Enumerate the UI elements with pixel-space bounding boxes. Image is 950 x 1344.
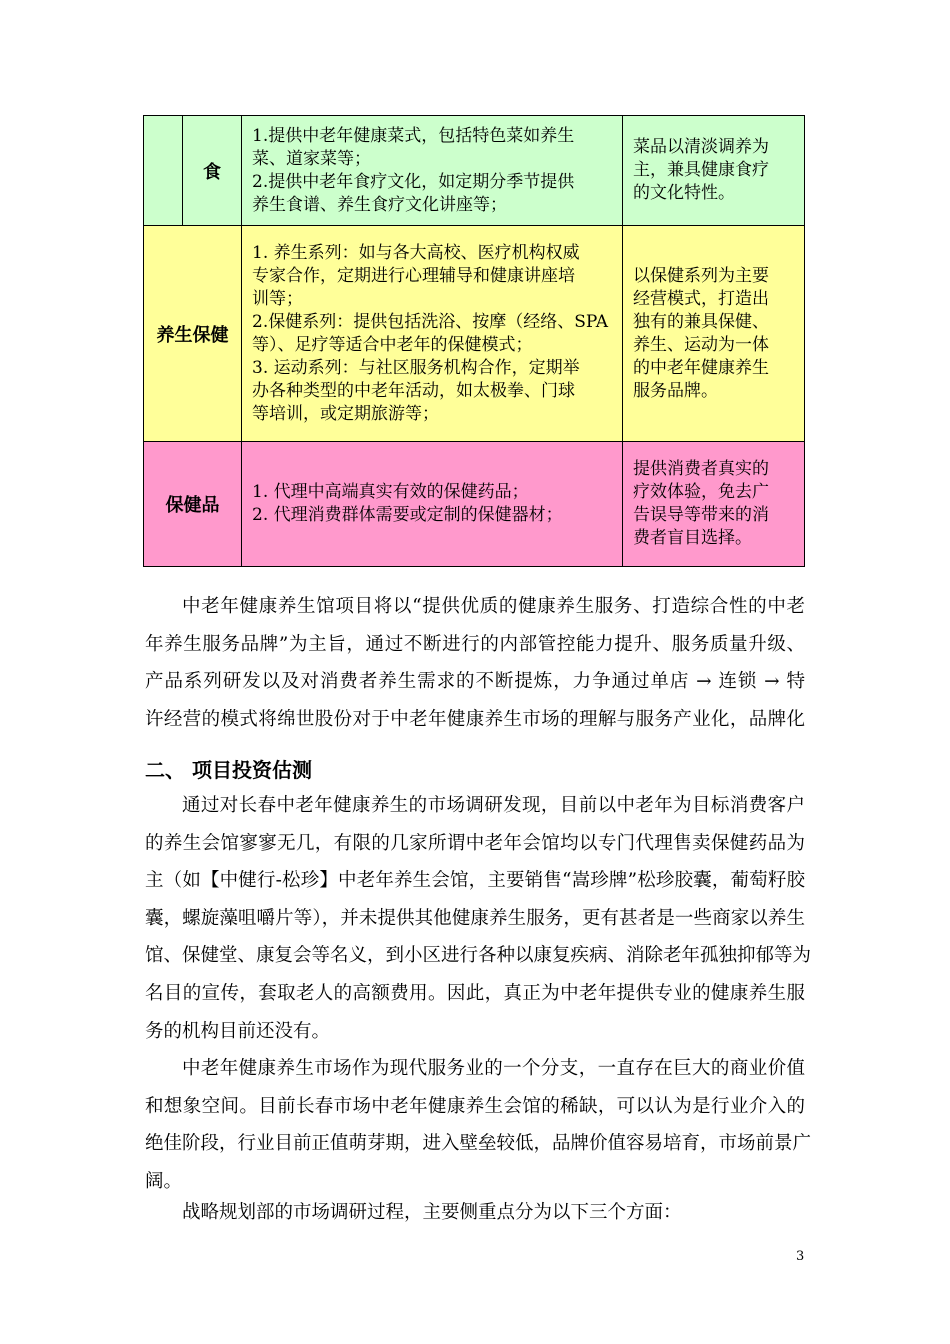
note-cell <box>623 442 805 567</box>
note-line: 费者盲目选择。 <box>633 528 752 548</box>
table-row-health <box>144 226 805 442</box>
content-line: 2.保健系列：提供包括洗浴、按摩（经络、SPA <box>252 311 609 332</box>
content-line: 2. 代理消费群体需要或定制的保健器材； <box>252 505 563 525</box>
content-line: 等培训，或定期旅游等； <box>252 403 439 424</box>
note-line: 提供消费者真实的 <box>633 459 769 479</box>
paragraph-line: 的养生会馆寥寥无几，有限的几家所谓中老年会馆均以专门代理售卖保健药品为 <box>145 832 805 854</box>
content-line: 等）、足疗等适合中老年的保健模式； <box>252 334 533 355</box>
paragraph-line: 中老年健康养生市场作为现代服务业的一个分支，一直存在巨大的商业价值 <box>182 1058 805 1079</box>
note-line: 的中老年健康养生 <box>633 357 769 378</box>
paragraph-line: 战略规划部的市场调研过程，主要侧重点分为以下三个方面： <box>182 1202 682 1223</box>
paragraph-line: 名目的宣传，套取老人的高额费用。因此，真正为中老年提供专业的健康养生服 <box>145 983 805 1004</box>
note-line: 告误导等带来的消 <box>633 505 769 525</box>
service-table <box>143 115 805 567</box>
content-line: 1. 养生系列：如与各大高校、医疗机构权威 <box>252 242 580 263</box>
content-line: 2.提供中老年食疗文化，如定期分季节提供 <box>252 171 575 192</box>
paragraph-line: 和想象空间。目前长春市场中老年健康养生会馆的稀缺，可以认为是行业介入的 <box>145 1095 805 1117</box>
content-line: 办各种类型的中老年活动，如太极拳、门球 <box>252 380 575 401</box>
note-line: 服务品牌。 <box>633 380 718 401</box>
paragraph-line: 绝佳阶段，行业目前正值萌芽期，进入壁垒较低，品牌价值容易培育，市场前景广 <box>145 1133 812 1155</box>
note-line: 的文化特性。 <box>633 183 735 203</box>
note-line: 养生、运动为一体 <box>633 334 769 355</box>
content-line: 养生食谱、养生食疗文化讲座等； <box>252 194 507 215</box>
content-line: 训等； <box>252 288 303 309</box>
table-row-products <box>144 442 805 567</box>
content-line: 1.提供中老年健康菜式，包括特色菜如养生 <box>252 125 575 146</box>
content-line: 3. 运动系列：与社区服务机构合作，定期举 <box>252 357 580 378</box>
page-number: 3 <box>796 1249 805 1264</box>
content-cell <box>242 116 623 226</box>
paragraph-line: 通过对长春中老年健康养生的市场调研发现，目前以中老年为目标消费客户 <box>182 795 805 816</box>
note-line: 经营模式，打造出 <box>633 288 769 309</box>
paragraph-line: 中老年健康养生馆项目将以“提供优质的健康养生服务、打造综合性的中老 <box>182 596 805 617</box>
paragraph-line: 务的机构目前还没有。 <box>145 1020 331 1042</box>
note-cell <box>623 226 805 442</box>
content-cell <box>242 226 623 442</box>
note-line: 以保健系列为主要 <box>633 265 769 286</box>
paragraph-line: 馆、保健堂、康复会等名义，到小区进行各种以康复疾病、消除老年孤独抑郁等为 <box>145 945 812 967</box>
content-line: 专家合作，定期进行心理辅导和健康讲座培 <box>252 265 575 286</box>
paragraph-line: 主（如【中健行-松珍】中老年养生会馆，主要销售“嵩珍牌”松珍胶囊，葡萄籽胶 <box>145 870 805 892</box>
category-cell: 养生保健 <box>144 226 242 442</box>
empty-cell <box>144 116 183 226</box>
table-row-food <box>144 116 805 226</box>
note-line: 菜品以清淡调养为 <box>633 137 769 157</box>
paragraph-line: 囊，螺旋藻咀嚼片等），并未提供其他健康养生服务，更有甚者是一些商家以养生 <box>145 907 805 929</box>
category-cell: 保健品 <box>144 442 242 567</box>
content-line: 1. 代理中高端真实有效的保健药品； <box>252 482 529 502</box>
note-line: 独有的兼具保健、 <box>633 311 769 332</box>
category-cell: 食 <box>183 116 242 226</box>
content-cell <box>242 442 623 567</box>
paragraph-line: 阔。 <box>145 1170 183 1192</box>
paragraph-line: 年养生服务品牌”为主旨，通过不断进行的内部管控能力提升、服务质量升级、 <box>145 633 805 655</box>
note-line: 主，兼具健康食疗 <box>633 160 769 180</box>
content-line: 菜、道家菜等； <box>252 148 371 169</box>
note-cell <box>623 116 805 226</box>
note-line: 疗效体验，免去广 <box>633 482 769 502</box>
section-heading: 二、 项目投资估测 <box>145 758 312 782</box>
paragraph-line: 许经营的模式将绵世股份对于中老年健康养生市场的理解与服务产业化，品牌化 <box>145 708 805 730</box>
paragraph-line: 产品系列研发以及对消费者养生需求的不断提炼，力争通过单店 → 连锁 → 特 <box>145 671 805 693</box>
